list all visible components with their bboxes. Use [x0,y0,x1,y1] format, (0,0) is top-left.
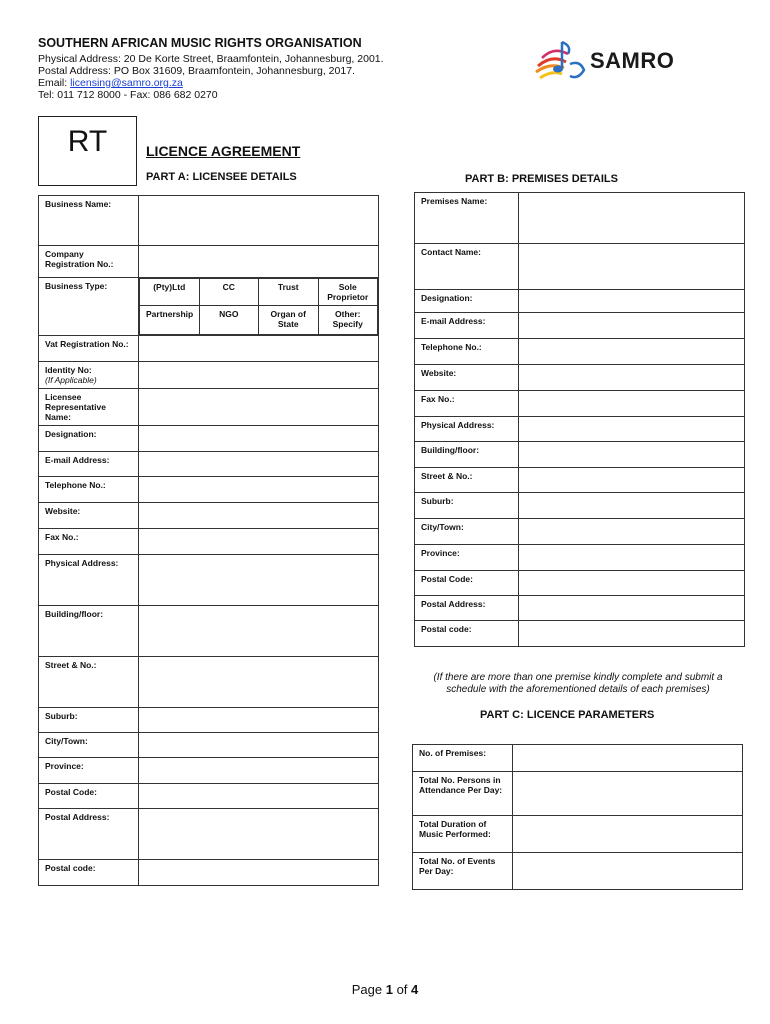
label-premises-name: Premises Name: [415,193,519,244]
label-vat: Vat Registration No.: [39,336,139,362]
input-designation[interactable] [139,426,379,452]
premises-note: (If there are more than one premise kindly complete and submit a schedule with the aforementioned details of each premises) [433,672,723,695]
input-b-building[interactable] [519,442,745,468]
page-number [0,982,770,997]
label-b-designation: Designation: [415,290,519,313]
input-telephone[interactable] [139,477,379,503]
label-website: Website: [39,503,139,529]
form-code-box: RT [38,116,137,186]
input-company-reg[interactable] [139,246,379,278]
input-contact-name[interactable] [519,244,745,290]
input-identity[interactable] [139,362,379,389]
input-postal-code-2[interactable] [139,860,379,886]
input-b-designation[interactable] [519,290,745,313]
part-c-table [412,744,743,890]
label-b-physical: Physical Address: [415,417,519,442]
type-ngo[interactable]: NGO [199,306,259,335]
input-b-telephone[interactable] [519,339,745,365]
input-b-city[interactable] [519,519,745,545]
page-current: 1 [385,982,393,997]
input-province[interactable] [139,758,379,784]
physical-address: Physical Address: 20 De Korte Street, Braamfontein, Johannesburg, 2001. [38,53,384,65]
label-postal-code-2: Postal code: [39,860,139,886]
input-events[interactable] [513,853,743,890]
label-email: E-mail Address: [39,452,139,477]
input-vat[interactable] [139,336,379,362]
input-b-street[interactable] [519,468,745,493]
label-physical: Physical Address: [39,555,139,606]
label-fax: Fax No.: [39,529,139,555]
email-label: Email: [38,77,71,89]
input-postal-address[interactable] [139,809,379,860]
label-company-reg: Company Registration No.: [39,246,139,278]
input-b-email[interactable] [519,313,745,339]
label-b-province: Province: [415,545,519,571]
input-premises-name[interactable] [519,193,745,244]
samro-logo-icon [532,36,592,86]
label-suburb: Suburb: [39,708,139,733]
label-postal-code: Postal Code: [39,784,139,809]
label-b-fax: Fax No.: [415,391,519,417]
input-rep-name[interactable] [139,389,379,426]
label-province: Province: [39,758,139,784]
part-a-table [38,195,379,886]
business-type-options [139,278,379,336]
input-b-postal-code[interactable] [519,571,745,596]
label-b-email: E-mail Address: [415,313,519,339]
page-total: 4 [411,982,419,997]
label-persons: Total No. Persons in Attendance Per Day: [413,772,513,816]
label-b-city: City/Town: [415,519,519,545]
email-link[interactable]: licensing@samro.org.za [70,77,183,89]
type-organ-of-state[interactable]: Organ of State [259,306,319,335]
label-street: Street & No.: [39,657,139,708]
input-b-physical[interactable] [519,417,745,442]
part-b-heading: PART B: PREMISES DETAILS [465,173,618,185]
part-c-heading: PART C: LICENCE PARAMETERS [480,709,655,721]
type-cc[interactable]: CC [199,279,259,306]
input-b-province[interactable] [519,545,745,571]
input-physical[interactable] [139,555,379,606]
type-pty[interactable]: (Pty)Ltd [140,279,200,306]
label-b-suburb: Suburb: [415,493,519,519]
label-contact-name: Contact Name: [415,244,519,290]
postal-address: Postal Address: PO Box 31609, Braamfontein, Johannesburg, 2017. [38,65,355,77]
input-suburb[interactable] [139,708,379,733]
identity-note: (If Applicable) [45,375,97,385]
type-other[interactable]: Other: Specify [318,306,378,335]
label-building: Building/floor: [39,606,139,657]
input-building[interactable] [139,606,379,657]
page-label: Page [351,982,386,997]
org-name: SOUTHERN AFRICAN MUSIC RIGHTS ORGANISATION [38,36,362,50]
page-of: of [392,982,412,997]
input-postal-code[interactable] [139,784,379,809]
input-city[interactable] [139,733,379,758]
input-street[interactable] [139,657,379,708]
label-b-building: Building/floor: [415,442,519,468]
input-fax[interactable] [139,529,379,555]
licence-title: LICENCE AGREEMENT [146,143,301,159]
input-b-fax[interactable] [519,391,745,417]
label-no-premises: No. of Premises: [413,745,513,772]
label-b-telephone: Telephone No.: [415,339,519,365]
input-b-postal-address[interactable] [519,596,745,621]
type-trust[interactable]: Trust [259,279,319,306]
email-line [38,77,183,89]
input-website[interactable] [139,503,379,529]
part-a-heading: PART A: LICENSEE DETAILS [146,171,297,183]
input-persons[interactable] [513,772,743,816]
label-b-website: Website: [415,365,519,391]
input-no-premises[interactable] [513,745,743,772]
label-b-postal-code-2: Postal code: [415,621,519,647]
label-designation: Designation: [39,426,139,452]
identity-label: Identity No: [45,365,92,375]
label-business-type: Business Type: [39,278,139,336]
input-b-postal-code-2[interactable] [519,621,745,647]
part-b-table [414,192,745,647]
input-duration[interactable] [513,816,743,853]
input-b-suburb[interactable] [519,493,745,519]
samro-logo [532,36,707,86]
label-rep-name: Licensee Representative Name: [39,389,139,426]
label-duration: Total Duration of Music Performed: [413,816,513,853]
label-b-postal-address: Postal Address: [415,596,519,621]
label-city: City/Town: [39,733,139,758]
type-sole[interactable]: Sole Proprietor [318,279,378,306]
label-postal-address: Postal Address: [39,809,139,860]
input-email[interactable] [139,452,379,477]
label-business-name: Business Name: [39,196,139,246]
type-partnership[interactable]: Partnership [140,306,200,335]
logo-text: SAMRO [590,48,675,73]
label-telephone: Telephone No.: [39,477,139,503]
label-b-postal-code: Postal Code: [415,571,519,596]
label-events: Total No. of Events Per Day: [413,853,513,890]
input-b-website[interactable] [519,365,745,391]
input-business-name[interactable] [139,196,379,246]
tel-fax: Tel: 011 712 8000 - Fax: 086 682 0270 [38,89,218,101]
label-b-street: Street & No.: [415,468,519,493]
label-identity [39,362,139,389]
